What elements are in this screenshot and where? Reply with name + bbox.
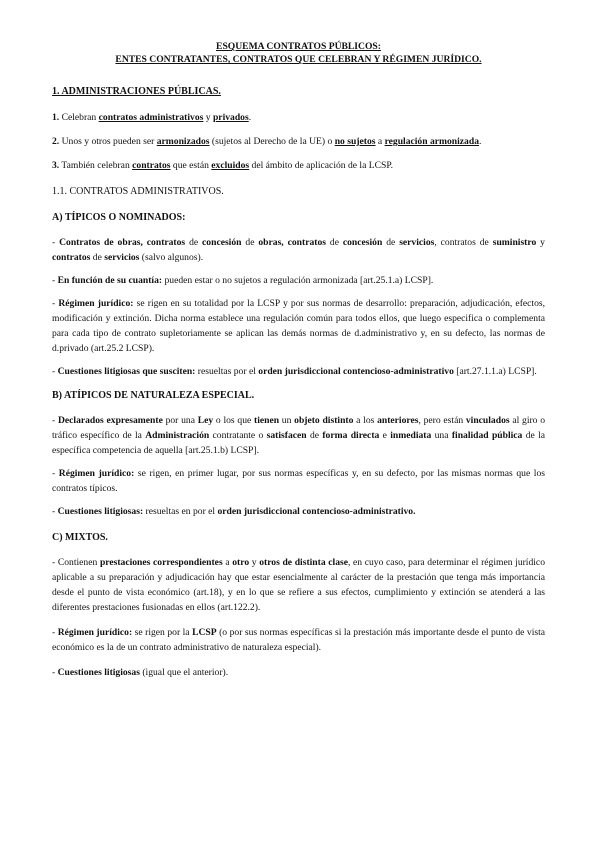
section-A-heading: A) TÍPICOS O NOMINADOS: — [52, 212, 186, 223]
C-bullet-3: - Cuestiones litigiosas (igual que el anterior). — [52, 667, 229, 678]
A-bullet-1: - Contratos de obras, contratos de concesión de obras, contratos de concesión de servicios, contratos de suministro y contratos de servicios (salvo algunos). — [52, 237, 545, 263]
B-bullet-3: - Cuestiones litigiosas: resueltas en por el orden jurisdiccional contencioso-administrativo. — [52, 506, 416, 517]
title-line-1: ESQUEMA CONTRATOS PÚBLICOS: — [216, 41, 381, 52]
section-1-heading: 1. ADMINISTRACIONES PÚBLICAS. — [52, 86, 221, 97]
s1-paragraph-2: 2. Unos y otros pueden ser armonizados (sujetos al Derecho de la UE) o no sujetos a regulación armonizada. — [52, 136, 482, 147]
B-bullet-2: - Régimen jurídico: se rigen, en primer lugar, por sus normas específicas y, en su defecto, por las mismas normas que los contratos típicos. — [52, 468, 545, 494]
document-subtitle — [52, 53, 545, 66]
A-bullet-2: - En función de su cuantía: pueden estar o no sujetos a regulación armonizada [art.25.1.a) LCSP]. — [52, 275, 434, 286]
s1-paragraph-3: 3. También celebran contratos que están excluidos del ámbito de aplicación de la LCSP. — [52, 160, 394, 171]
document-title — [52, 40, 545, 53]
section-B-heading: B) ATÍPICOS DE NATURALEZA ESPECIAL. — [52, 390, 255, 401]
section-C-heading: C) MIXTOS. — [52, 532, 108, 543]
B-bullet-1: - Declarados expresamente por una Ley o los que tienen un objeto distinto a los anteriores, pero están vinculados al giro o tráfico específico de la Administración contratante o satisfacen de forma directa e inmediata una finalidad pública de la específica competencia de aquella [art.25.1.b) LCSP]. — [52, 415, 546, 456]
A-bullet-3: - Régimen jurídico: se rigen en su totalidad por la LCSP y por sus normas de desarrollo: preparación, adjudicación, efectos, modificación y extinción. Dicha norma establece una regulación común para todos ellos, que luego especifica o complementa para cada tipo de contrato supletoriamente se aplican las demás normas de d.administrativo y, en su defecto, las normas de d.privado (art.25.2 LCSP). — [52, 298, 545, 354]
C-bullet-2: - Régimen jurídico: se rigen por la LCSP (o por sus normas específicas si la prestación más importante desde el punto de vista económico es la de un contrato administrativo de naturaleza especial). — [52, 627, 546, 653]
s1-paragraph-1: 1. Celebran contratos administrativos y privados. — [52, 112, 252, 123]
C-bullet-1: - Contienen prestaciones correspondientes a otro y otros de distinta clase, en cuyo caso, para determinar el régimen jurídico aplicable a su preparación y adjudicación hay que estar esencialmente al carácter de la prestación que tenga más importancia desde el punto de vista económico (art.18), y en lo que se refiere a sus efectos, cumplimiento y extinción se atenderá a las diferentes prestaciones fusionadas en ellos (art.122.2). — [52, 557, 545, 613]
title-line-2: ENTES CONTRATANTES, CONTRATOS QUE CELEBRAN Y RÉGIMEN JURÍDICO. — [115, 54, 482, 65]
section-1-1-heading: 1.1. CONTRATOS ADMINISTRATIVOS. — [52, 186, 224, 197]
A-bullet-4: - Cuestiones litigiosas que susciten: resueltas por el orden jurisdiccional contencioso-administrativo [art.27.1.1.a) LCSP]. — [52, 366, 537, 377]
document-page — [52, 40, 545, 680]
